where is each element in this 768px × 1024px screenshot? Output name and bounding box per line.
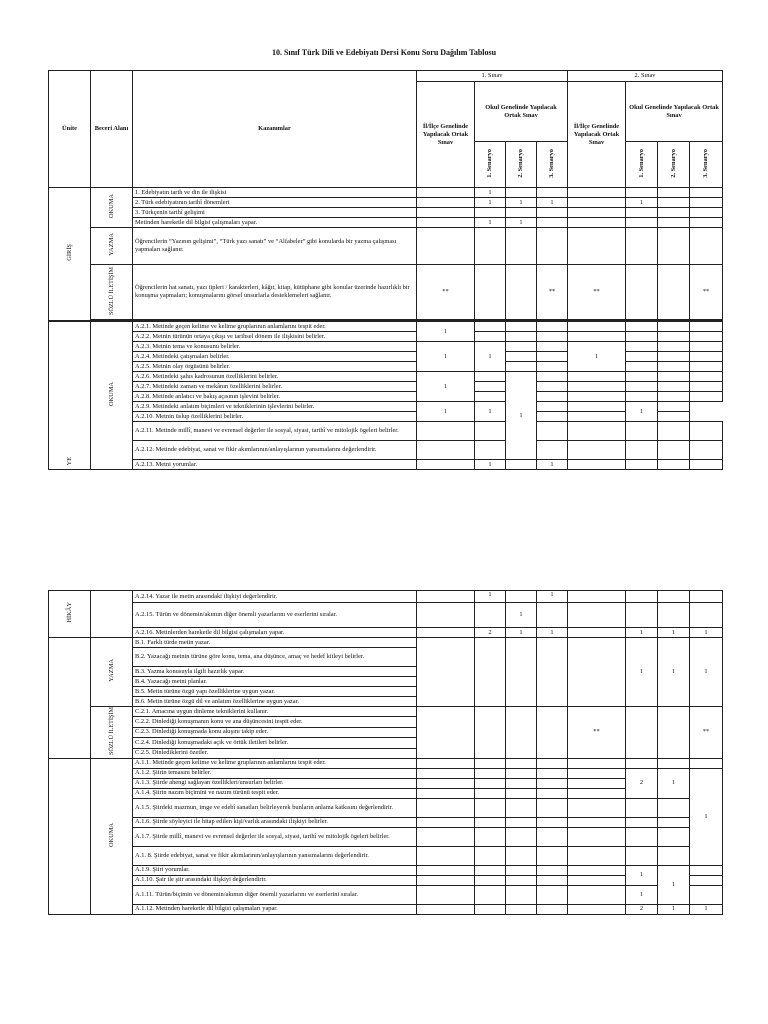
table-row: A.2.16. Metinlerden hareketle dil bilgisi çalışmaları yapar. 2 1 1 1 1 1 xyxy=(49,628,723,638)
kazanim: A.1.10. Şair ile şiir arasındaki ilişkiyi değerlendirir. xyxy=(133,875,417,885)
table-row: 2. Türk edebiyatının tarihî dönemleri 1 1 1 1 xyxy=(49,198,723,208)
kazanim: 2. Türk edebiyatının tarihî dönemleri xyxy=(133,198,417,208)
table-row: YAZMA B.1. Farklı türde metin yazar. 1 1 1 xyxy=(49,638,723,648)
table-row xyxy=(49,846,723,865)
kazanim: A.2.6. Metindeki şahıs kadrosunun özelliklerini belirler. xyxy=(133,372,417,382)
kazanim: A.2.12. Metinde edebiyat, sanat ve fikir akımlarının/anlayışlarının yansımalarını değerlendirir. xyxy=(133,441,417,460)
kazanim: A.2.9. Metindeki anlatım biçimleri ve tekniklerinin işlevlerini belirler. xyxy=(133,402,417,412)
kazanim: A.2.13. Metni yorumlar. xyxy=(133,460,417,470)
kazanim: A.2.14. Yazar ile metin arasındaki ilişkiyi değerlendirir. xyxy=(133,591,417,603)
table-row xyxy=(49,817,723,827)
kazanim: A.2.11. Metinde millî, manevi ve evrensel değerler ile sosyal, siyasi, tarihî ve mitolojik ögeleri belirler. xyxy=(133,422,417,441)
header-senaryo-1: 1. Senaryo xyxy=(626,142,658,188)
table-row xyxy=(49,382,723,392)
table-row xyxy=(49,788,723,798)
kazanim: C.2.5. Dinlediklerini özetler. xyxy=(133,748,417,758)
kazanim: C.2.4. Dinlediği konuşmadaki açık ve örtük iletileri belirler. xyxy=(133,738,417,748)
kazanim: Öğrencilerin “Yazının gelişimi”, “Türk yazı sanatı” ve “Alfabeler” gibi konularda bir yazma çalışması yapmaları sağlanır. xyxy=(133,228,417,265)
header-unite: Ünite xyxy=(49,71,91,188)
table-row: A.1.12. Metinden hareketle dil bilgisi çalışmaları yapar. 2 1 1 xyxy=(49,904,723,914)
kazanim: A.2.3. Metnin tema ve konusunu belirler. xyxy=(133,342,417,352)
kazanim: A.1.1. Metinde geçen kelime ve kelime gruplarının anlamlarını tespit eder. xyxy=(133,758,417,768)
kazanim: B.1. Farklı türde metin yazar. xyxy=(133,638,417,648)
table-row: A.2.6. Metindeki şahıs kadrosunun özelliklerini belirler. 1 1 xyxy=(49,372,723,382)
header-exam-1: 1. Sınav xyxy=(417,71,568,82)
header-exam-2: 2. Sınav xyxy=(568,71,723,82)
kazanim: A.2.2. Metnin türünün ortaya çıkışı ve tarihsel dönem ile ilişkisini belirler. xyxy=(133,332,417,342)
kazanim: A.1.9. Şiiri yorumlar. xyxy=(133,865,417,875)
kazanim: Öğrencilerin hat sanatı, yazı tipleri / karakterleri, kâğıt, kitap, kütüphane gibi konular üzerinde hazırlıklı bir konuşma yapmaları; konuşmalarını görsel unsurlarla desteklemeleri sağlanır. xyxy=(133,265,417,320)
kazanim: A.2.7. Metindeki zaman ve mekânın özelliklerini belirler. xyxy=(133,382,417,392)
kazanim: 3. Türkçenin tarihî gelişimi xyxy=(133,208,417,218)
header-okul-1: Okul Genelinde Yapılacak Ortak Sınav xyxy=(475,82,568,142)
unit-giris: GİRİŞ xyxy=(49,188,91,321)
table-row: A.1.2. Şiirin temasını belirler. 2 1 1 xyxy=(49,768,723,778)
header-senaryo-2: 2. Senaryo xyxy=(506,142,537,188)
ability-sozlu-iletisim: SÖZLÜ İLETİŞİM xyxy=(91,265,133,320)
unit-hikaye: HİKÂY xyxy=(49,591,91,638)
table-row: A.2.3. Metnin tema ve konusunu belirler. 1 1 1 xyxy=(49,342,723,352)
table-row xyxy=(49,441,723,460)
kazanim: A.1.7. Şiirde millî, manevi ve evrensel değerler ile sosyal, siyasi, tarihî ve mitolojik ögeleri belirler. xyxy=(133,827,417,846)
header-senaryo-1: 1. Senaryo xyxy=(475,142,506,188)
distribution-table-top xyxy=(48,70,723,321)
kazanim: C.2.3. Dinlediği konuşmada konu akışını takip eder. xyxy=(133,727,417,737)
kazanim: B.4. Yazacağı metni planlar. xyxy=(133,677,417,687)
ability-okuma: OKUMA xyxy=(91,188,133,228)
kazanim: C.2.2. Dinlediği konuşmanın konu ve ana düşüncesini tespit eder. xyxy=(133,717,417,727)
kazanim: A.2.8. Metinde anlatıcı ve bakış açısının işlevini belirler. xyxy=(133,392,417,402)
kazanim: A.1.11. Türün/biçimin ve dönemin/akımın diğer önemli yazarlarını ve eserlerini sıralar. xyxy=(133,885,417,904)
table-row xyxy=(49,332,723,342)
header-kazanimlar: Kazanımlar xyxy=(133,71,417,188)
table-row: A.2.15. Türün ve dönemin/akımın diğer önemli yazarlarını ve eserlerini sıralar. 1 xyxy=(49,603,723,628)
table-row xyxy=(49,758,723,768)
distribution-table-hikaye-1 xyxy=(48,321,723,470)
kazanim: B.6. Metin türüne özgü dil ve anlatım özelliklerine uygun yazar. xyxy=(133,697,417,707)
kazanim: A.2.4. Metindeki çatışmaları belirler. xyxy=(133,352,417,362)
table-row xyxy=(49,875,723,885)
table-row: SÖZLÜ İLETİŞİM C.2.1. Amacına uygun dinleme tekniklerini kullanır. ** ** xyxy=(49,707,723,717)
table-row: A.2.9. Metindeki anlatım biçimleri ve tekniklerinin işlevlerini belirler. 1 1 1 xyxy=(49,402,723,412)
document-title: 10. Sınıf Türk Dili ve Edebiyatı Dersi Konu Soru Dağılım Tablosu xyxy=(271,48,497,57)
table-row xyxy=(49,422,723,441)
kazanim: A.1.5. Şiirdeki mazmun, imge ve edebî sanatları belirleyerek bunların anlama katkısını değerlendirir. xyxy=(133,798,417,817)
table-row: Metinden hareketle dil bilgisi çalışmaları yapar. 1 1 xyxy=(49,218,723,228)
kazanim: C.2.1. Amacına uygun dinleme tekniklerini kullanır. xyxy=(133,707,417,717)
distribution-table-bottom xyxy=(48,590,723,915)
table-row xyxy=(49,208,723,218)
kazanim: B.2. Yazacağı metnin türüne göre konu, tema, ana düşünce, amaç ve hedef kitleyi belirler. xyxy=(133,648,417,667)
table-row: A.1.9. Şiiri yorumlar. 1 1 xyxy=(49,865,723,875)
table-row xyxy=(49,827,723,846)
header-senaryo-3: 3. Senaryo xyxy=(690,142,723,188)
table-row: SÖZLÜ İLETİŞİM Öğrencilerin hat sanatı, yazı tipleri / karakterleri, kâğıt, kitap, kütüphane gibi konular üzerinde hazırlıklı bir konuşma yapmaları; konuşmalarını görsel unsurlarla desteklemeleri sağlanır. ** ** ** ** xyxy=(49,265,723,320)
kazanim: 1. Edebiyatın tarih ve din ile ilişkisi xyxy=(133,188,417,198)
ability-yazma: YAZMA xyxy=(91,638,133,707)
ability-sozlu-iletisim: SÖZLÜ İLETİŞİM xyxy=(91,707,133,759)
header-il-ilce-2: İl/İlçe Genelinde Yapılacak Ortak Sınav xyxy=(568,82,626,188)
header-senaryo-2: 2. Senaryo xyxy=(658,142,690,188)
table-row xyxy=(49,778,723,788)
unit-hikaye-fragment: YE xyxy=(49,322,91,470)
table-row: GİRİŞ OKUMA 1. Edebiyatın tarih ve din ile ilişkisi 1 xyxy=(49,188,723,198)
ability-okuma: OKUMA xyxy=(91,322,133,470)
table-row xyxy=(49,798,723,817)
kazanim: A.1.12. Metinden hareketle dil bilgisi çalışmaları yapar. xyxy=(133,904,417,914)
table-row: A.2.13. Metni yorumlar. 1 1 xyxy=(49,460,723,470)
kazanim: Metinden hareketle dil bilgisi çalışmaları yapar. xyxy=(133,218,417,228)
kazanim: A.2.5. Metnin olay örgüsünü belirler. xyxy=(133,362,417,372)
table-row xyxy=(49,412,723,422)
kazanim: A.2.10. Metnin üslup özelliklerini belirler. xyxy=(133,412,417,422)
kazanim: A.1.4. Şiirin nazım biçimini ve nazım türünü tespit eder. xyxy=(133,788,417,798)
table-row: YE OKUMA A.2.1. Metinde geçen kelime ve kelime gruplarının anlamlarını tespit eder. 1 xyxy=(49,322,723,332)
kazanim: A.1. 8. Şiirde edebiyat, sanat ve fikir akımlarının/anlayışlarının yansımalarını değerlendirir. xyxy=(133,846,417,865)
header-beceri-alani: Beceri Alanı xyxy=(91,71,133,188)
kazanim: B.3. Yazma konusuyla ilgili hazırlık yapar. xyxy=(133,667,417,677)
ability-okuma: OKUMA xyxy=(91,758,133,914)
kazanim: A.2.1. Metinde geçen kelime ve kelime gruplarının anlamlarını tespit eder. xyxy=(133,322,417,332)
header-okul-2: Okul Genelinde Yapılacak Ortak Sınav xyxy=(626,82,723,142)
kazanim: A.2.16. Metinlerden hareketle dil bilgisi çalışmaları yapar. xyxy=(133,628,417,638)
kazanim: A.1.6. Şiirde söyleyici ile hitap edilen kişi/varlık arasındaki ilişkiyi belirler. xyxy=(133,817,417,827)
kazanim: A.1.2. Şiirin temasını belirler. xyxy=(133,768,417,778)
header-il-ilce-1: İl/İlçe Genelinde Yapılacak Ortak Sınav xyxy=(417,82,475,188)
page-break xyxy=(0,484,768,590)
kazanim: B.5. Metin türüne özgü yapı özelliklerine uygun yazar. xyxy=(133,687,417,697)
table-row: HİKÂY A.2.14. Yazar ile metin arasındaki ilişkiyi değerlendirir. 1 1 xyxy=(49,591,723,603)
kazanim: A.2.15. Türün ve dönemin/akımın diğer önemli yazarlarını ve eserlerini sıralar. xyxy=(133,603,417,628)
kazanim: A.1.3. Şiirde ahengi sağlayan özellikleri/unsurları belirler. xyxy=(133,778,417,788)
ability-yazma: YAZMA xyxy=(91,228,133,265)
table-row xyxy=(49,392,723,402)
table-row xyxy=(49,228,723,265)
table-row: A.1.11. Türün/biçimin ve dönemin/akımın diğer önemli yazarlarını ve eserlerini sıralar. 1 xyxy=(49,885,723,904)
header-senaryo-3: 3. Senaryo xyxy=(537,142,568,188)
